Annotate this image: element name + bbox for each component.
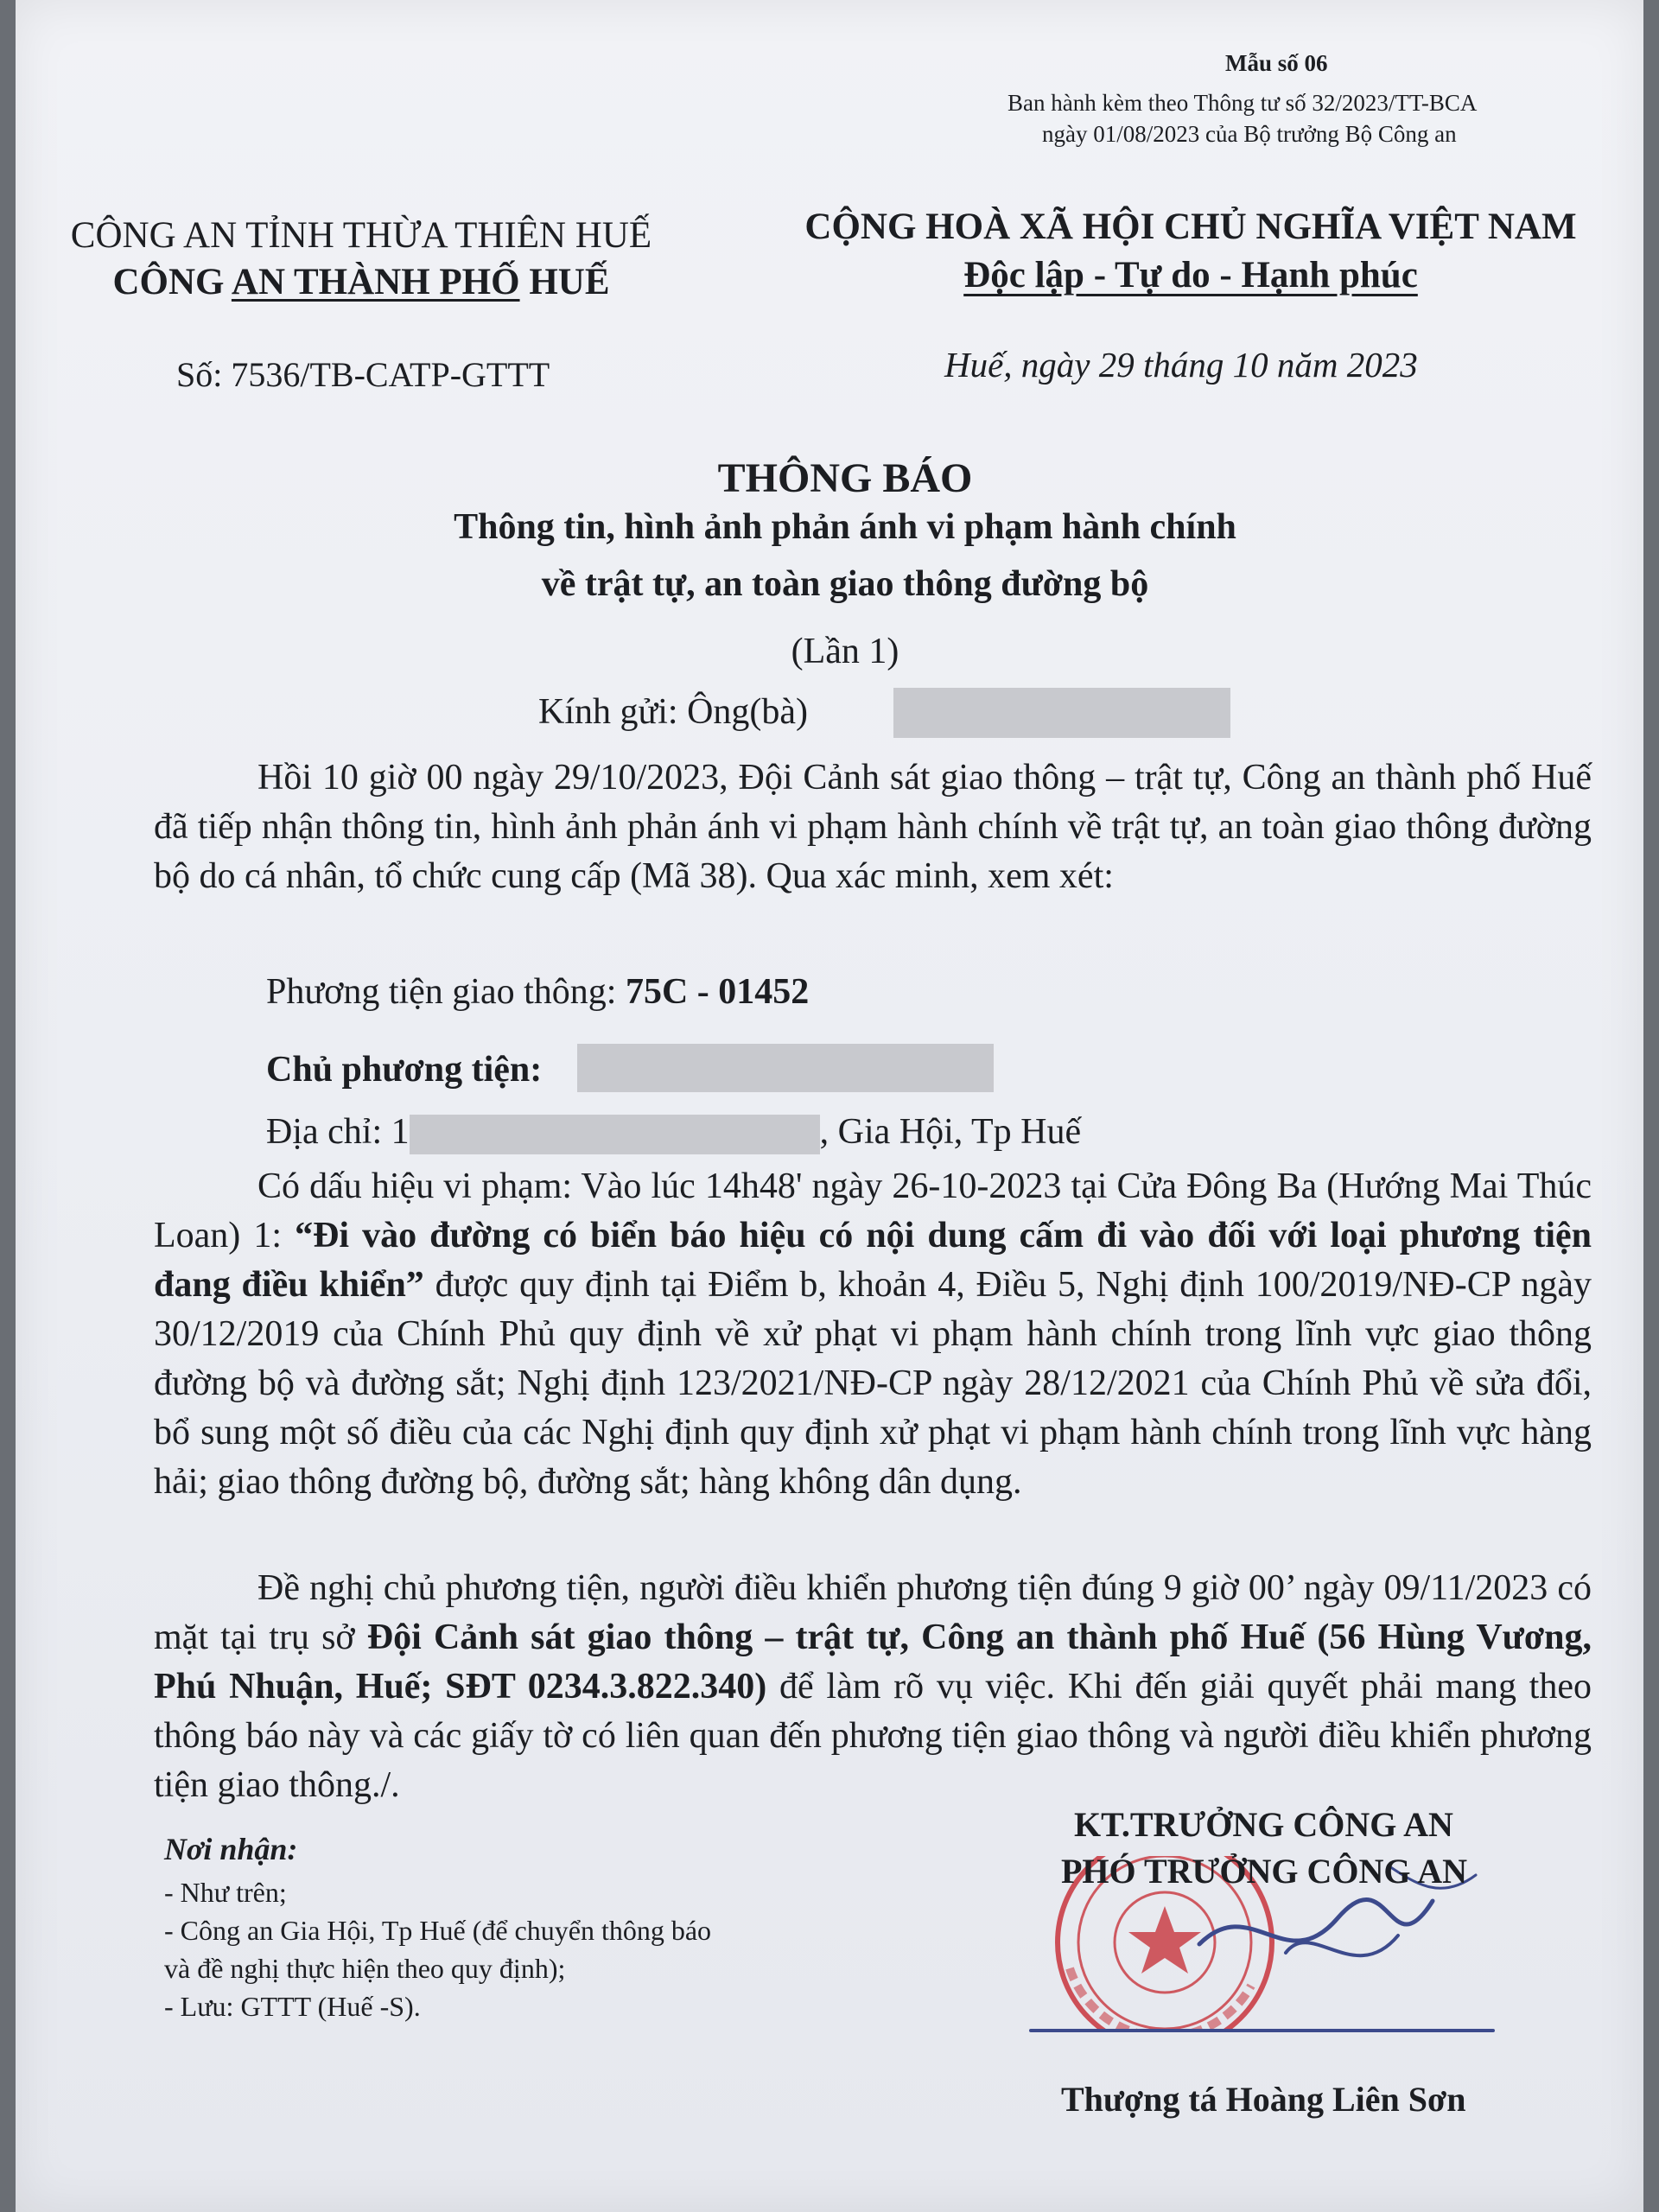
form-issued-line1: Ban hành kèm theo Thông tư số 32/2023/TT-BCA [1007, 90, 1478, 116]
recipient-item: - Như trên; [164, 1877, 287, 1908]
agency-parent: CÔNG AN TỈNH THỪA THIÊN HUẾ [70, 215, 652, 256]
recipient-item: - Công an Gia Hội, Tp Huế (để chuyển thông báo [164, 1915, 712, 1946]
redacted-recipient [893, 688, 1230, 738]
recipient-line: Kính gửi: Ông(bà) [538, 692, 809, 732]
nation-name: CỘNG HOÀ XÃ HỘI CHỦ NGHĨA VIỆT NAM [804, 207, 1577, 247]
license-plate: 75C - 01452 [625, 972, 810, 1012]
place-date: Huế, ngày 29 tháng 10 năm 2023 [944, 345, 1418, 385]
form-issued-line2: ngày 01/08/2023 của Bộ trưởng Bộ Công an [1042, 121, 1457, 147]
violation-paragraph: Có dấu hiệu vi phạm: Vào lúc 14h48' ngày 26-10-2023 tại Cửa Đông Ba (Hướng Mai Thúc Loan) 1: “Đi vào đường có biển báo hiệu có nội dung cấm đi vào đối với loại phương tiện đang điều khiển” được quy định tại Điểm b, khoản 4, Điều 5, Nghị định 100/2019/NĐ-CP ngày 30/12/2019 của Chính Phủ quy định về xử phạt vi phạm hành chính trong lĩnh vực giao thông đường bộ và đường sắt; Nghị định 123/2021/NĐ-CP ngày 28/12/2021 của Chính Phủ về sửa đổi, bổ sung một số điều của các Nghị định quy định xử phạt vi phạm hành chính trong lĩnh vực hàng hải; giao thông đường bộ, đường sắt; hàng không dân dụng. [154, 1166, 1592, 1502]
redacted-owner [577, 1044, 994, 1092]
recipients-block [164, 1830, 711, 2025]
redacted-address [410, 1115, 820, 1154]
signature-title-2: PHÓ TRƯỞNG CÔNG AN [1061, 1852, 1468, 1891]
owner-field: Chủ phương tiện: [266, 1050, 543, 1090]
document-subtitle-2: về trật tự, an toàn giao thông đường bộ [541, 564, 1149, 604]
recipient-item: và đề nghị thực hiện theo quy định); [164, 1953, 566, 1984]
recipients-heading: Nơi nhận: [164, 1832, 298, 1866]
document-title: THÔNG BÁO [717, 455, 973, 501]
form-number: Mẫu số 06 [1225, 50, 1328, 76]
nation-motto: Độc lập - Tự do - Hạnh phúc [963, 255, 1418, 296]
document-page [16, 0, 1643, 2212]
signer-name: Thượng tá Hoàng Liên Sơn [1061, 2080, 1466, 2119]
request-paragraph: Đề nghị chủ phương tiện, người điều khiển phương tiện đúng 9 giờ 00’ ngày 09/11/2023 có mặt tại trụ sở Đội Cảnh sát giao thông – trật tự, Công an thành phố Huế (56 Hùng Vương, Phú Nhuận, Huế; SĐT 0234.3.822.340) để làm rõ vụ việc. Khi đến giải quyết phải mang theo thông báo này và các giấy tờ có liên quan đến phương tiện giao thông và người điều khiển phương tiện giao thông./. [154, 1568, 1592, 1805]
document-subtitle-1: Thông tin, hình ảnh phản ánh vi phạm hành chính [454, 507, 1236, 547]
agency-name: CÔNG AN THÀNH PHỐ HUẾ [112, 262, 610, 302]
notice-round: (Lần 1) [791, 632, 899, 671]
violation-description: “Đi vào đường có biển báo hiệu có nội dung cấm đi vào đối với loại phương tiện đang điều khiển” [154, 1216, 1592, 1305]
recipient-item: - Lưu: GTTT (Huế -S). [164, 1991, 421, 2022]
signature-title-1: KT.TRƯỞNG CÔNG AN [1074, 1805, 1453, 1844]
intro-paragraph: Hồi 10 giờ 00 ngày 29/10/2023, Đội Cảnh sát giao thông – trật tự, Công an thành phố Huế đã tiếp nhận thông tin, hình ảnh phản ánh vi phạm hành chính về trật tự, an toàn giao thông đường bộ do cá nhân, tổ chức cung cấp (Mã 38). Qua xác minh, xem xét: [154, 758, 1592, 896]
address-field: Địa chỉ: 1 , Gia Hội, Tp Huế [266, 1111, 1081, 1154]
document-number: Số: 7536/TB-CATP-GTTT [176, 355, 550, 394]
vehicle-field: Phương tiện giao thông: 75C - 01452 [266, 972, 810, 1012]
office-address: Đội Cảnh sát giao thông – trật tự, Công an thành phố Huế (56 Hùng Vương, Phú Nhuận, Huế; SĐT 0234.3.822.340) [154, 1618, 1592, 1707]
